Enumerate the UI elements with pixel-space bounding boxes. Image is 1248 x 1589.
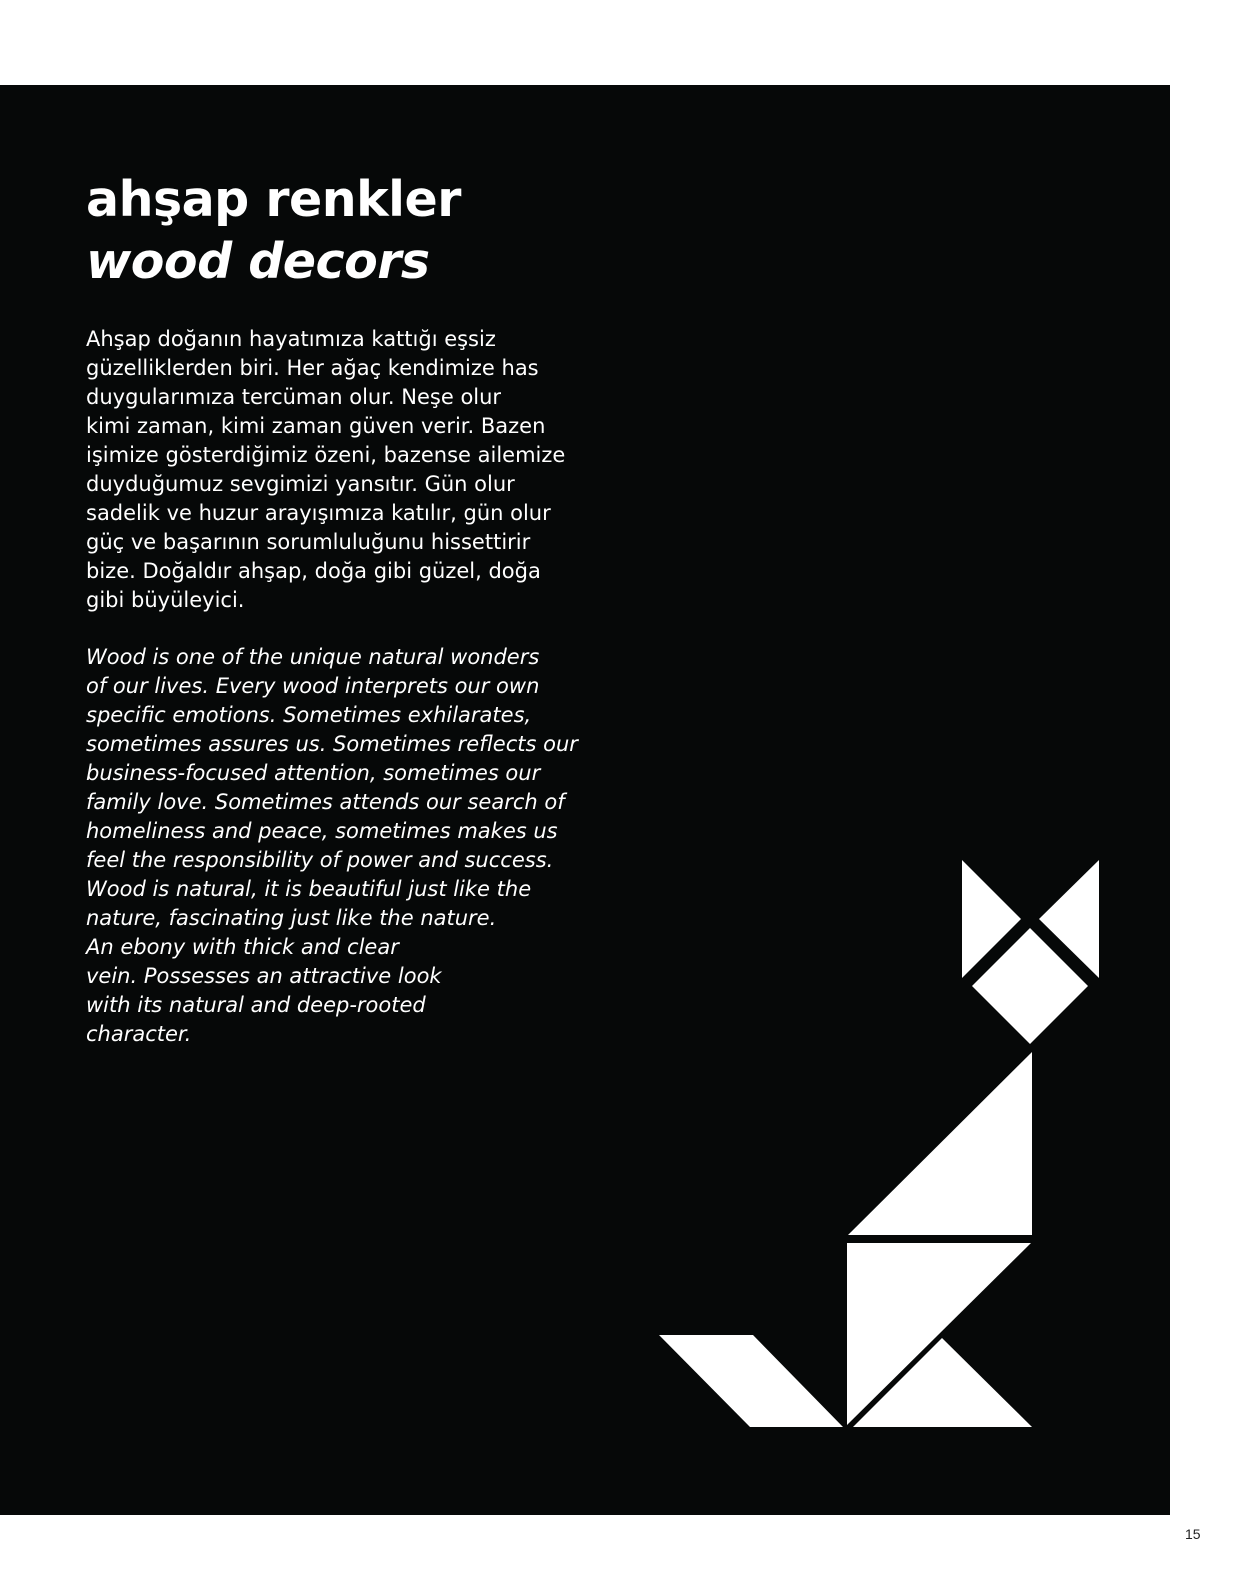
body-line: gibi büyüleyici.	[86, 588, 245, 612]
body-line: işimize gösterdiğimiz özeni, bazense ailemize	[86, 443, 566, 467]
page-number: 15	[1185, 1526, 1201, 1542]
title-turkish: ahşap renkler	[86, 171, 461, 228]
body-line: vein. Possesses an attractive look	[86, 964, 442, 988]
body-line: An ebony with thick and clear	[86, 935, 399, 959]
body-line: specific emotions. Sometimes exhilarates,	[86, 703, 532, 727]
body-line: homeliness and peace, sometimes makes us	[86, 819, 558, 843]
body-line: of our lives. Every wood interprets our own	[86, 674, 540, 698]
cat-body-shape	[848, 1052, 1032, 1235]
body-line: kimi zaman, kimi zaman güven verir. Bazen	[86, 414, 546, 438]
dark-panel	[0, 85, 1170, 1515]
body-line: family love. Sometimes attends our search of	[86, 790, 565, 814]
body-line: business-focused attention, sometimes our	[86, 761, 541, 785]
body-line: güzelliklerden biri. Her ağaç kendimize has	[86, 356, 539, 380]
tangram-cat-icon	[0, 85, 1170, 1515]
body-line: sadelik ve huzur arayışımıza katılır, gün olur	[86, 501, 551, 525]
body-line: Wood is one of the unique natural wonders	[86, 645, 540, 669]
body-line: nature, fascinating just like the nature.	[86, 906, 497, 930]
title-english: wood decors	[86, 233, 430, 290]
body-line: feel the responsibility of power and success.	[86, 848, 554, 872]
body-line: bize. Doğaldır ahşap, doğa gibi güzel, doğa	[86, 559, 541, 583]
body-line: duygularımıza tercüman olur. Neşe olur	[86, 385, 502, 409]
cat-tail-shape	[659, 1335, 843, 1427]
body-line: Wood is natural, it is beautiful just like the	[86, 877, 532, 901]
body-line: Ahşap doğanın hayatımıza kattığı eşsiz	[86, 327, 496, 351]
body-line: duyduğumuz sevgimizi yansıtır. Gün olur	[86, 472, 515, 496]
body-line: sometimes assures us. Sometimes reflects our	[86, 732, 578, 756]
body-line: with its natural and deep-rooted	[86, 993, 426, 1017]
body-line: güç ve başarının sorumluluğunu hissettirir	[86, 530, 531, 554]
body-line: character.	[86, 1022, 192, 1046]
